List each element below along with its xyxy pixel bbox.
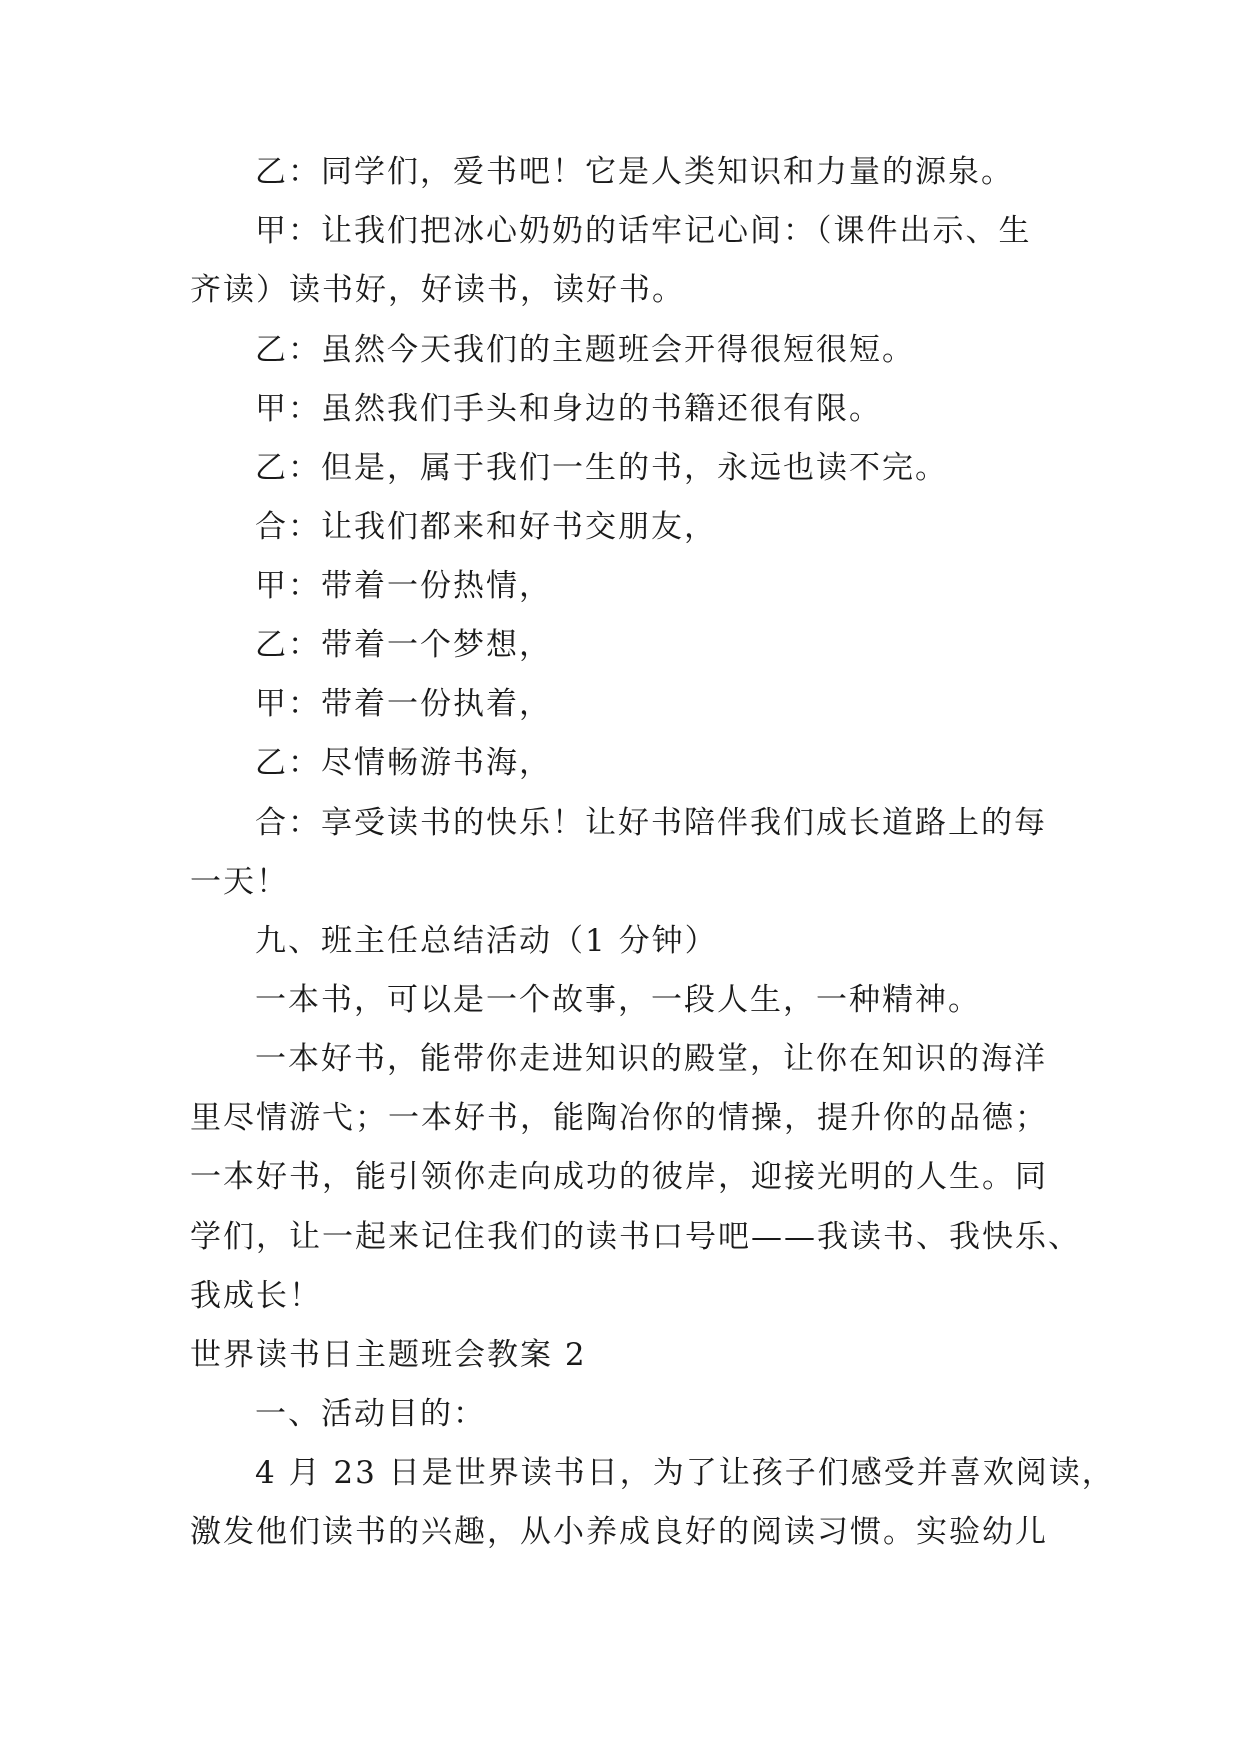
paragraph-line: 一本好书，能带你走进知识的殿堂，让你在知识的海洋: [255, 1041, 1047, 1077]
dialogue-line: 乙：带着一个梦想，: [255, 627, 552, 663]
dialogue-line: 乙：同学们，爱书吧！它是人类知识和力量的源泉。: [255, 154, 1014, 190]
document-title: 世界读书日主题班会教案 2: [190, 1337, 587, 1373]
dialogue-line-continued: 一天！: [190, 864, 289, 900]
dialogue-line: 甲：让我们把冰心奶奶的话牢记心间：（课件出示、生: [255, 213, 1032, 249]
dialogue-line: 乙：尽情畅游书海，: [255, 745, 552, 781]
paragraph-line: 激发他们读书的兴趣，从小养成良好的阅读习惯。实验幼儿: [190, 1514, 1048, 1550]
paragraph-line: 4 月 23 日是世界读书日，为了让孩子们感受并喜欢阅读，: [255, 1455, 1115, 1491]
dialogue-line: 甲：带着一份热情，: [255, 568, 552, 604]
paragraph-line: 学们，让一起来记住我们的读书口号吧——我读书、我快乐、: [190, 1219, 1081, 1255]
paragraph-line: 一本书，可以是一个故事，一段人生，一种精神。: [255, 982, 981, 1018]
paragraph-line: 一本好书，能引领你走向成功的彼岸，迎接光明的人生。同: [190, 1159, 1048, 1195]
dialogue-line-continued: 齐读）读书好，好读书，读好书。: [190, 272, 685, 308]
dialogue-line: 合：享受读书的快乐！让好书陪伴我们成长道路上的每: [255, 805, 1047, 841]
dialogue-line: 甲：虽然我们手头和身边的书籍还很有限。: [255, 391, 882, 427]
section-heading: 九、班主任总结活动（1 分钟）: [255, 923, 718, 959]
dialogue-line: 合：让我们都来和好书交朋友，: [255, 509, 717, 545]
paragraph-line: 里尽情游弋；一本好书，能陶冶你的情操，提升你的品德；: [190, 1100, 1048, 1136]
paragraph-line: 我成长！: [190, 1278, 322, 1314]
dialogue-line: 乙：但是，属于我们一生的书，永远也读不完。: [255, 450, 948, 486]
dialogue-line: 甲：带着一份执着，: [255, 686, 552, 722]
section-heading: 一、活动目的：: [255, 1396, 486, 1432]
dialogue-line: 乙：虽然今天我们的主题班会开得很短很短。: [255, 332, 915, 368]
